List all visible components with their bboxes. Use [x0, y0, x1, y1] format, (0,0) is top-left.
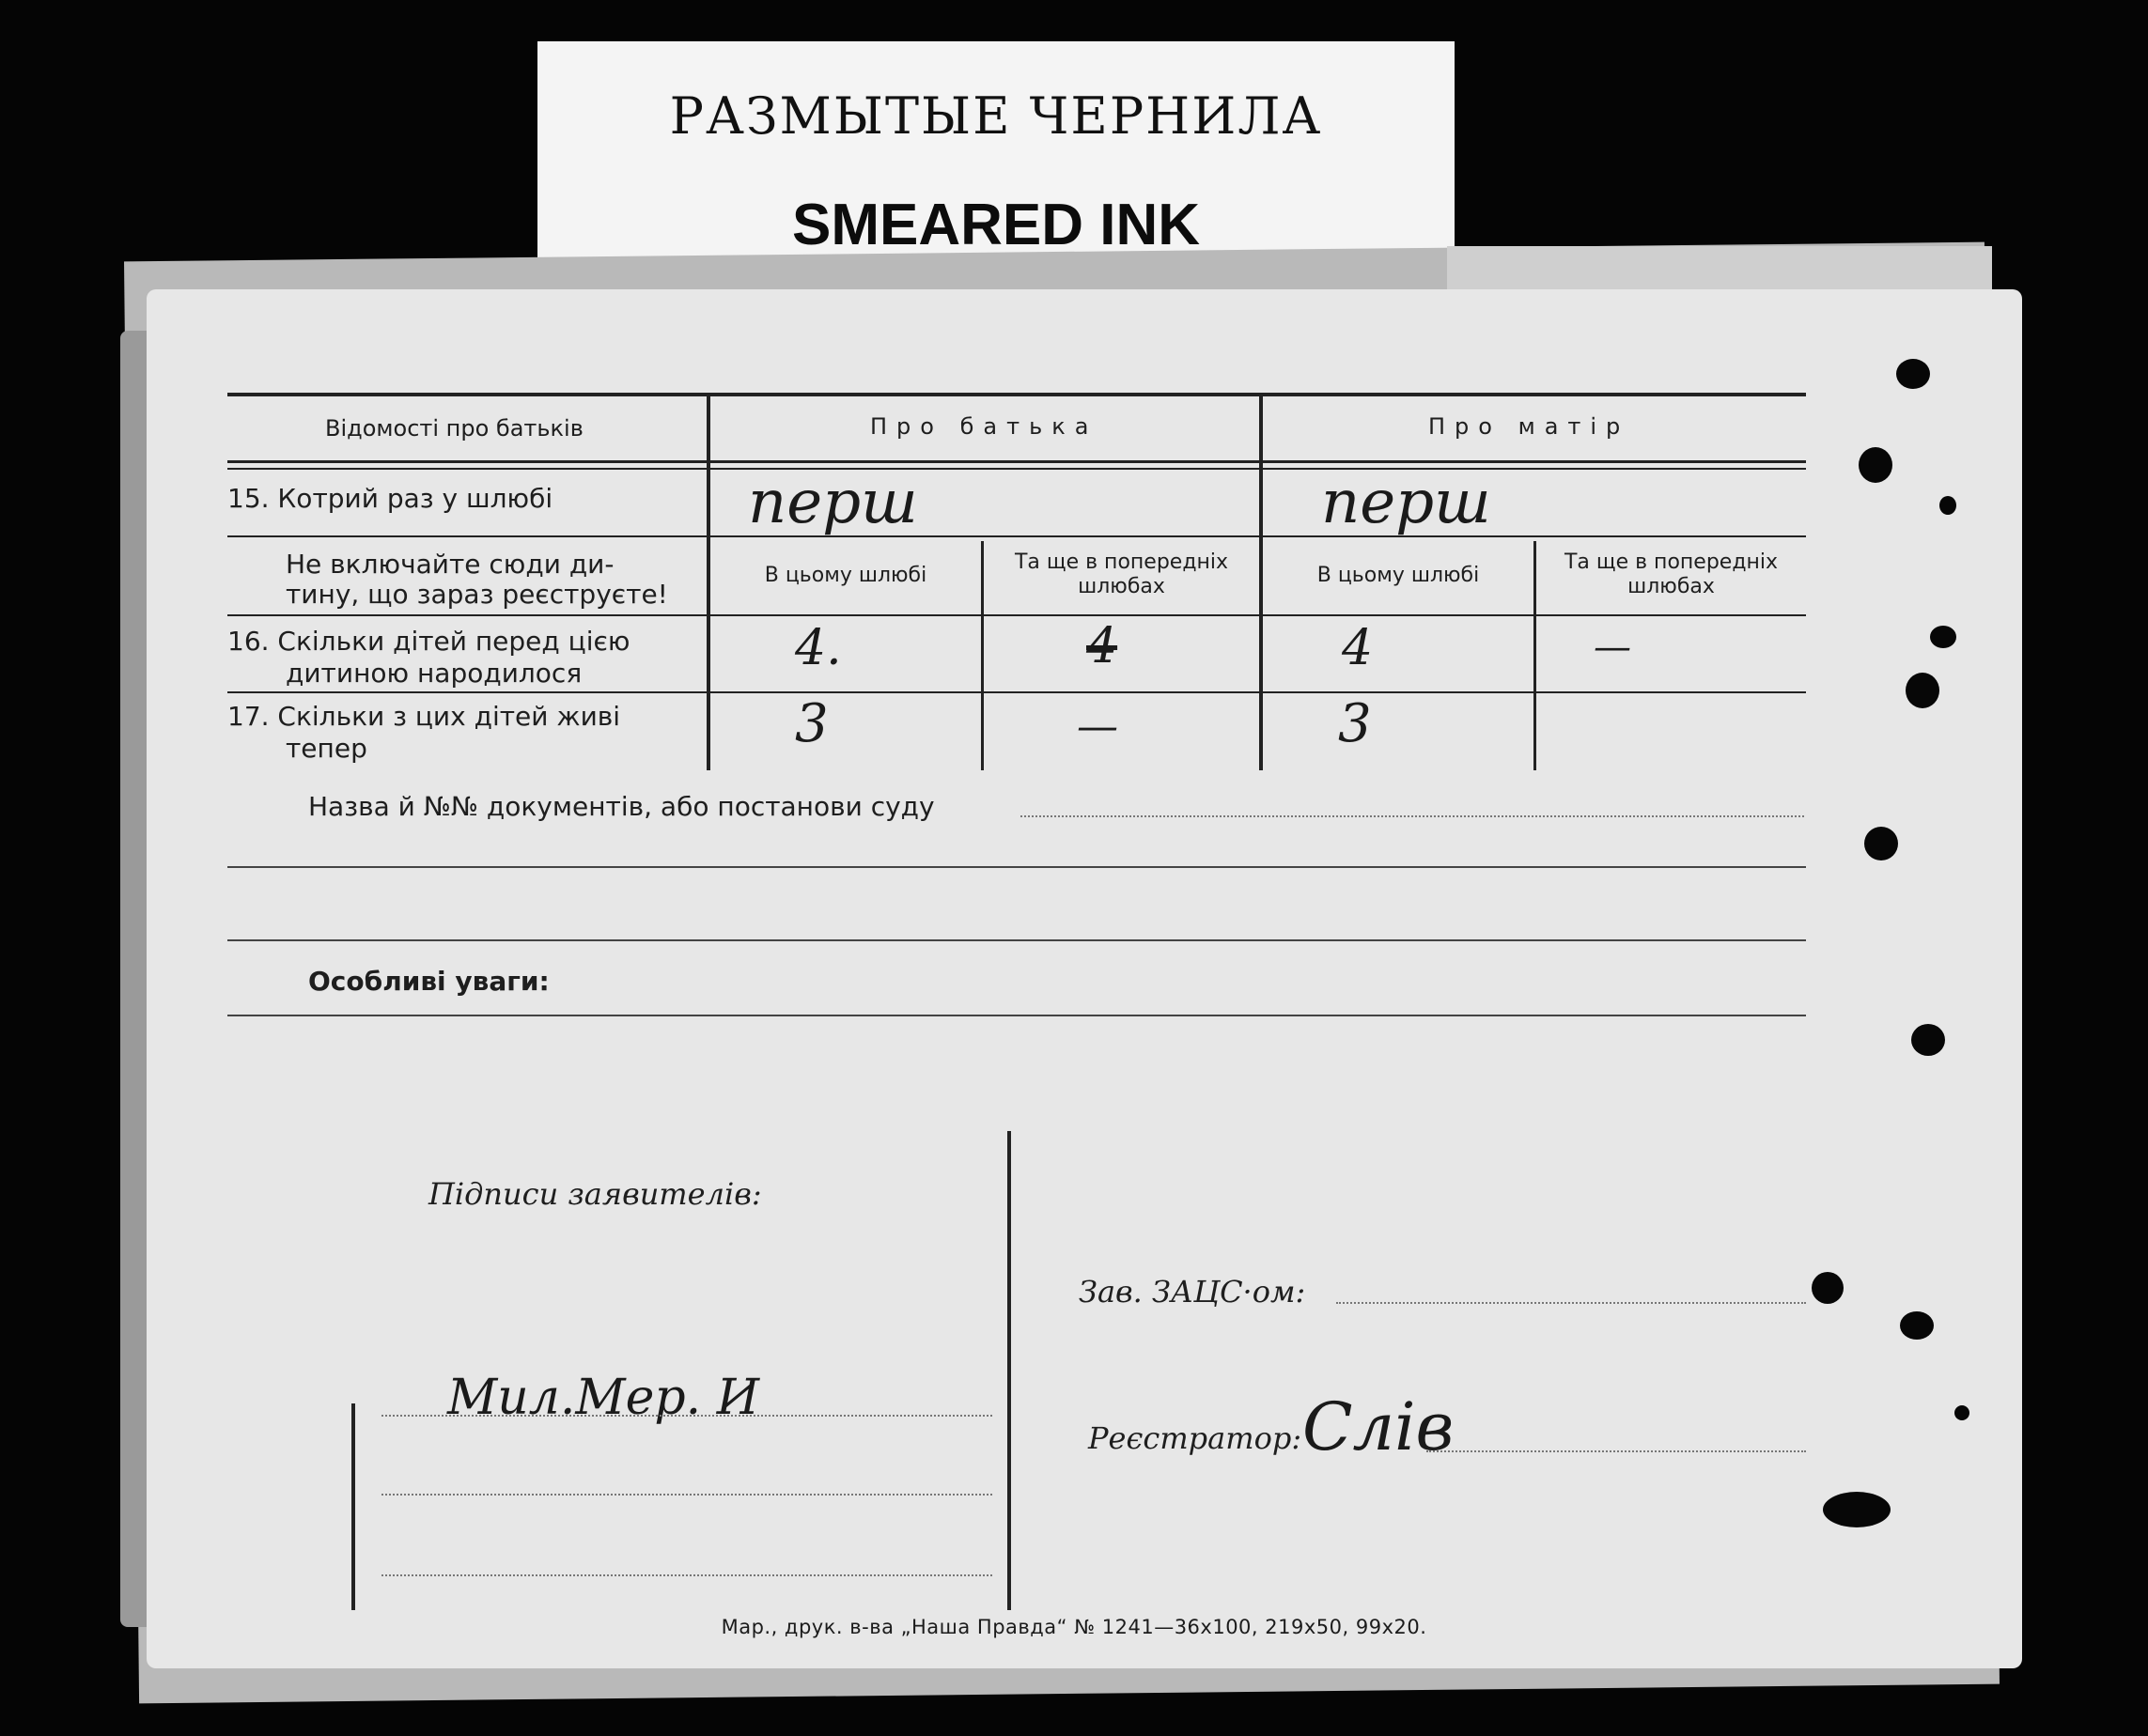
q16-father-current-value: 4.: [795, 620, 842, 676]
subheader-father-previous: Та ще в попередніх шлюбах: [1014, 550, 1229, 598]
punch-hole: [1954, 1405, 1969, 1420]
question-15: 15. Котрий раз у шлюбі: [227, 483, 553, 514]
subheader-bottom-rule: [227, 614, 1806, 616]
row16-bottom-rule: [227, 691, 1806, 693]
q15-father-handwriting: перш: [748, 468, 918, 537]
punch-hole: [1939, 496, 1956, 515]
applicant-line-2: [381, 1494, 992, 1496]
punch-hole: [1859, 447, 1892, 483]
punch-hole: [1930, 626, 1956, 648]
header-double-rule: [227, 468, 1806, 470]
registrar-line: [1426, 1450, 1806, 1452]
note-line-1: Не включайте сюди ди-: [286, 549, 615, 580]
header-father: Про батька: [870, 413, 1098, 440]
applicant-line-3: [381, 1574, 992, 1576]
registrar-signature: Слів: [1302, 1388, 1455, 1465]
punch-hole: [1911, 1024, 1945, 1056]
header-mother: Про матір: [1428, 413, 1630, 440]
subheader-mother-previous: Та ще в попередніх шлюбах: [1564, 550, 1779, 598]
zags-head-label: Зав. ЗАЦС·ом:: [1079, 1274, 1306, 1310]
remarks-label: Особливі уваги:: [308, 966, 550, 997]
punch-hole: [1896, 359, 1930, 389]
label-russian: РАЗМЫТЫЕ ЧЕРНИЛА: [669, 86, 1323, 146]
punch-hole: [1900, 1311, 1934, 1340]
row15-bottom-rule: [227, 535, 1806, 537]
header-parents: Відомості про батьків: [325, 415, 584, 442]
documents-line-3: [227, 939, 1806, 941]
subheader-mother-current: В цьому шлюбі: [1316, 564, 1480, 587]
header-bottom-rule: [227, 460, 1806, 463]
note-line-2: тину, що зараз реєструєте!: [286, 579, 668, 610]
punch-hole: [1812, 1272, 1844, 1304]
punch-hole: [1864, 827, 1898, 860]
zags-head-line: [1336, 1302, 1806, 1304]
registration-card: [147, 289, 2022, 1668]
documents-line-2: [227, 866, 1806, 868]
question-17-line-2: тепер: [286, 733, 367, 764]
documents-dotted-line: [1020, 815, 1804, 817]
q16-mother-previous-value: —: [1594, 626, 1631, 669]
q17-father-previous-value: —: [1077, 703, 1118, 751]
printer-footer: Мар., друк. в-ва „Наша Правда“ № 1241—36х100, 219х50, 99х20.: [721, 1616, 1427, 1638]
q17-father-current-value: 3: [795, 693, 829, 754]
q15-mother-handwriting: перш: [1321, 468, 1491, 537]
applicants-signatures-label: Підписи заявителів:: [428, 1176, 762, 1212]
question-17-line-1: 17. Скільки з цих дітей живі: [227, 701, 621, 732]
remarks-line: [227, 1015, 1806, 1016]
q16-mother-current-value: 4: [1342, 620, 1374, 676]
signature-divider: [1007, 1131, 1011, 1610]
applicant-signature: Мил.Мер. И: [447, 1370, 760, 1426]
punch-hole: [1906, 673, 1939, 708]
table-top-rule: [227, 393, 1806, 396]
registrar-label: Реєстратор:: [1088, 1420, 1302, 1456]
question-16-line-2: дитиною народилося: [286, 658, 583, 689]
punch-hole: [1823, 1492, 1891, 1527]
applicant-bracket: [351, 1403, 355, 1610]
applicant-line-1: [381, 1415, 992, 1417]
question-16-line-1: 16. Скільки дітей перед цією: [227, 626, 630, 657]
q17-mother-current-value: 3: [1338, 693, 1372, 754]
documents-label: Назва й №№ документів, або постанови суду: [308, 791, 935, 822]
q16-father-previous-value: 4: [1086, 618, 1118, 674]
label-english: SMEARED INK: [791, 193, 1201, 257]
subheader-father-current: В цьому шлюбі: [764, 564, 927, 587]
